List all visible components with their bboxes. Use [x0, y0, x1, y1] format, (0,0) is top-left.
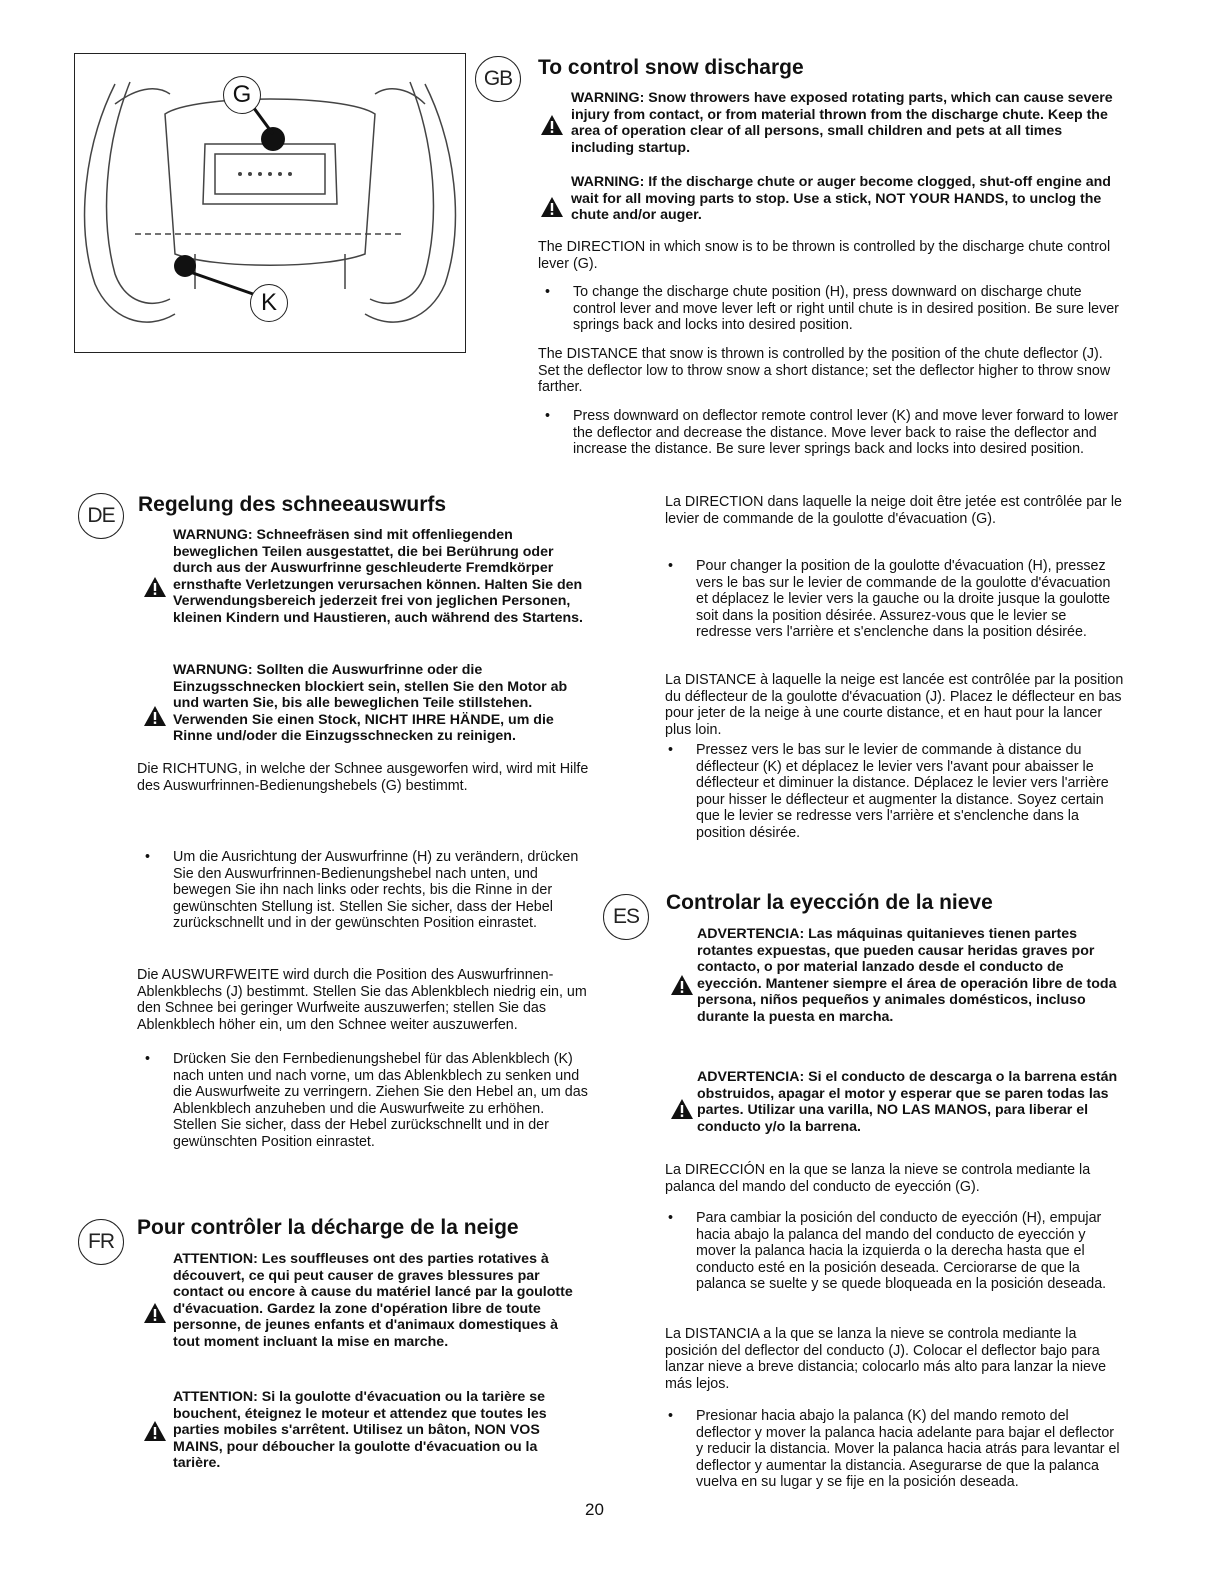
- bullet-dot: •: [668, 1408, 674, 1424]
- paragraph-de-distance: Die AUSWURFWEITE wird durch die Position des Auswurfrinnen-Ablenkblechs (J) bestimmt. Stellen Sie das Ablenkblech niedrig ein, um den Schnee bei geringer Wurfweite auszuwerfen; stellen Sie das Ablenkblech höher ein, um den Schnee weiter auszuwerfen.: [137, 967, 587, 1033]
- bullet-fr-deflector-text: Pressez vers le bas sur le levier de commande à distance du déflecteur (K) et déplacez le levier vers l'avant pour abaisser le déflecteur et diminuer la distance. Déplacez le levier vers l'arrière pour hisser le déflecteur et augmenter la distance. Soyez certain que le levier se redresse vers l'arrière et s'enclenche dans la position désirée.: [696, 742, 1109, 841]
- warning-icon: [540, 114, 564, 136]
- warning-es-1: ADVERTENCIA: Las máquinas quitanieves tienen partes rotantes expuestas, que pueden causar heridas graves por contacto, o por material lanzado desde el conducto de eyección. Mantener siempre el área de operación libre de toda persona, niños pequeños y animales domésticos, incluso durante la puesta en marcha.: [697, 926, 1117, 1025]
- warning-gb-1: WARNING: Snow throwers have exposed rotating parts, which can cause severe injury from contact, or from material thrown from the discharge chute. Keep the area of operation clear of all persons, small children and pets at all times including startup.: [571, 90, 1113, 156]
- bullet-dot: •: [145, 1051, 151, 1067]
- callout-k: K: [250, 284, 288, 322]
- warning-de-1: WARNUNG: Schneefräsen sind mit offenliegenden beweglichen Teilen ausgestattet, die bei Berührung oder durch aus der Auswurfrinne geschleuderte Fremdkörper ernsthafte Verletzungen verursachen können. Halten Sie den Verwendungsbereich jederzeit frei von jeglichen Personen, kleinen Kindern und Haustieren, auch während des Startens.: [173, 527, 583, 626]
- bullet-dot: •: [668, 1210, 674, 1226]
- lang-badge-es: ES: [603, 894, 649, 940]
- warning-fr-1: ATTENTION: Les souffleuses ont des parties rotatives à découvert, ce qui peut causer de graves blessures par contact ou encore à cause du matériel lancé par la goulotte d'évacuation. Gardez la zone d'opération libre de toute personne, de jeunes enfants et d'animaux domestiques à tout moment incluant la mise en marche.: [173, 1251, 573, 1350]
- lang-badge-fr: FR: [78, 1219, 124, 1265]
- bullet-de-deflector: [145, 1051, 589, 1151]
- bullet-es-deflector-text: Presionar hacia abajo la palanca (K) del mando remoto del deflector y mover la palanca hacia adelante para bajar el deflector y reducir la distancia. Mover la palanca hacia atrás para levantar el deflector y aumentar la distancia. Asegurarse de que la palanca vuelva en su lugar y se fije en la posición deseada.: [696, 1408, 1120, 1491]
- bullet-gb-chute-text: To change the discharge chute position (H), press downward on discharge chute control lever and move lever left or right until chute is in desired position. Be sure lever springs back and locks into desired position.: [573, 284, 1119, 334]
- callout-g: G: [223, 76, 261, 114]
- page-number: 20: [585, 1500, 604, 1519]
- warning-fr-2: ATTENTION: Si la goulotte d'évacuation ou la tarière se bouchent, éteignez le moteur et attendez que toutes les parties mobiles s'arrêtent. Utilisez un bâton, NON VOS MAINS, pour déboucher la goulotte d'évacuation ou la tarière.: [173, 1389, 547, 1472]
- bullet-dot: •: [668, 742, 674, 758]
- paragraph-gb-direction: The DIRECTION in which snow is to be thrown is controlled by the discharge chute control lever (G).: [538, 239, 1111, 272]
- section-title-fr: Pour contrôler la décharge de la neige: [137, 1216, 519, 1239]
- bullet-fr-chute: [668, 558, 1125, 641]
- bullet-gb-deflector: [545, 408, 1126, 458]
- paragraph-fr-distance: La DISTANCE à laquelle la neige est lancée est contrôlée par la position du déflecteur de la goulotte d'évacuation (J). Placez le déflecteur en bas pour jeter de la neige à une courte distance, et en haut pour la lancer plus loin.: [665, 672, 1124, 738]
- warning-gb-2: WARNING: If the discharge chute or auger become clogged, shut-off engine and wait for all moving parts to stop. Use a stick, NOT YOUR HANDS, to unclog the chute and/or auger.: [571, 174, 1111, 224]
- bullet-dot: •: [545, 408, 551, 424]
- paragraph-es-direction: La DIRECCIÓN en la que se lanza la nieve se controla mediante la palanca del mando del conducto de eyección (G).: [665, 1162, 1091, 1195]
- section-title-de: Regelung des schneeauswurfs: [138, 493, 447, 516]
- bullet-es-chute: [668, 1210, 1125, 1293]
- warning-icon: [540, 196, 564, 218]
- bullet-fr-chute-text: Pour changer la position de la goulotte d'évacuation (H), pressez vers le bas sur le levier de commande de la goulotte d'évacuation et déplacez le levier vers la gauche ou la droite jusque la goulotte soit dans la position désirée. Assurez-vous que le levier se redresse vers l'arrière et s'enclenche dans la position désirée.: [696, 558, 1111, 641]
- paragraph-gb-distance: The DISTANCE that snow is thrown is controlled by the position of the chute deflector (J). Set the deflector low to throw snow a short distance; set the deflector higher to throw snow farther.: [538, 346, 1111, 396]
- warning-icon: [670, 1098, 694, 1120]
- warning-de-2: WARNUNG: Sollten die Auswurfrinne oder die Einzugsschnecken blockiert sein, stellen Sie den Motor ab und warten Sie, bis alle beweglichen Teile stillstehen. Verwenden Sie einen Stock, NICHT IHRE HÄNDE, um die Rinne und/oder die Einzugsschnecken zu reinigen.: [173, 662, 568, 745]
- bullet-de-deflector-text: Drücken Sie den Fernbedienungshebel für das Ablenkblech (K) nach unten und nach vorne, um das Ablenkblech zu senken und die Auswurfweite zu verringern. Ziehen Sie den Hebel an, um das Ablenkblech anzuheben und die Auswurfweite zu erhöhen. Stellen Sie sicher, dass der Hebel zurückschnellt und in der gewünschten Position einrastet.: [173, 1051, 588, 1150]
- bullet-es-chute-text: Para cambiar la posición del conducto de eyección (H), empujar hacia abajo la palanca del mando del conducto de eyección y mover la palanca hacia la izquierda o la derecha hasta que el conducto esté en la posición deseada. Cerciorarse de que la palanca se suelte y se quede bloqueada en la posición deseada.: [696, 1210, 1107, 1293]
- warning-icon: [143, 1302, 167, 1324]
- bullet-dot: •: [668, 558, 674, 574]
- warning-icon: [143, 1420, 167, 1442]
- discharge-controls-figure: [74, 53, 466, 353]
- warning-icon: [670, 974, 694, 996]
- bullet-dot: •: [545, 284, 551, 300]
- bullet-fr-deflector: [668, 742, 1125, 842]
- paragraph-es-distance: La DISTANCIA a la que se lanza la nieve se controla mediante la posición del deflector del conducto (J). Colocar el deflector bajo para lanzar nieve a breve distancia; colocarlo más alto para lanzar la nieve más lejos.: [665, 1326, 1107, 1392]
- paragraph-de-direction: Die RICHTUNG, in welche der Schnee ausgeworfen wird, wird mit Hilfe des Auswurfrinnen-Bedienungshebels (G) bestimmt.: [137, 761, 589, 794]
- bullet-de-chute: [145, 849, 589, 932]
- lang-badge-de: DE: [78, 493, 124, 539]
- lang-badge-gb: GB: [475, 56, 521, 102]
- bullet-gb-deflector-text: Press downward on deflector remote control lever (K) and move lever forward to lower the deflector and decrease the distance. Move lever back to raise the deflector and increase the distance. Be sure lever springs back and locks into desired position.: [573, 408, 1119, 458]
- bullet-de-chute-text: Um die Ausrichtung der Auswurfrinne (H) zu verändern, drücken Sie den Auswurfrinnen-Bedienungshebel nach unten, und bewegen Sie ihn nach links oder rechts, bis die Rinne in der gewünschten Stellung ist. Stellen Sie sicher, dass der Hebel zurückschnellt und in der gewünschten Position einrastet.: [173, 849, 579, 932]
- warning-es-2: ADVERTENCIA: Si el conducto de descarga o la barrena están obstruidos, apagar el motor y esperar que se paren todas las partes. Utilizar una varilla, NO LAS MANOS, para liberar el conducto y/o la barrena.: [697, 1069, 1118, 1135]
- bullet-dot: •: [145, 849, 151, 865]
- section-title-gb: To control snow discharge: [538, 56, 804, 79]
- bullet-es-deflector: [668, 1408, 1125, 1491]
- warning-icon: [143, 576, 167, 598]
- warning-icon: [143, 705, 167, 727]
- section-title-es: Controlar la eyección de la nieve: [666, 891, 993, 914]
- bullet-gb-chute: [545, 284, 1126, 334]
- paragraph-fr-direction: La DIRECTION dans laquelle la neige doit être jetée est contrôlée par le levier de commande de la goulotte d'évacuation (G).: [665, 494, 1122, 527]
